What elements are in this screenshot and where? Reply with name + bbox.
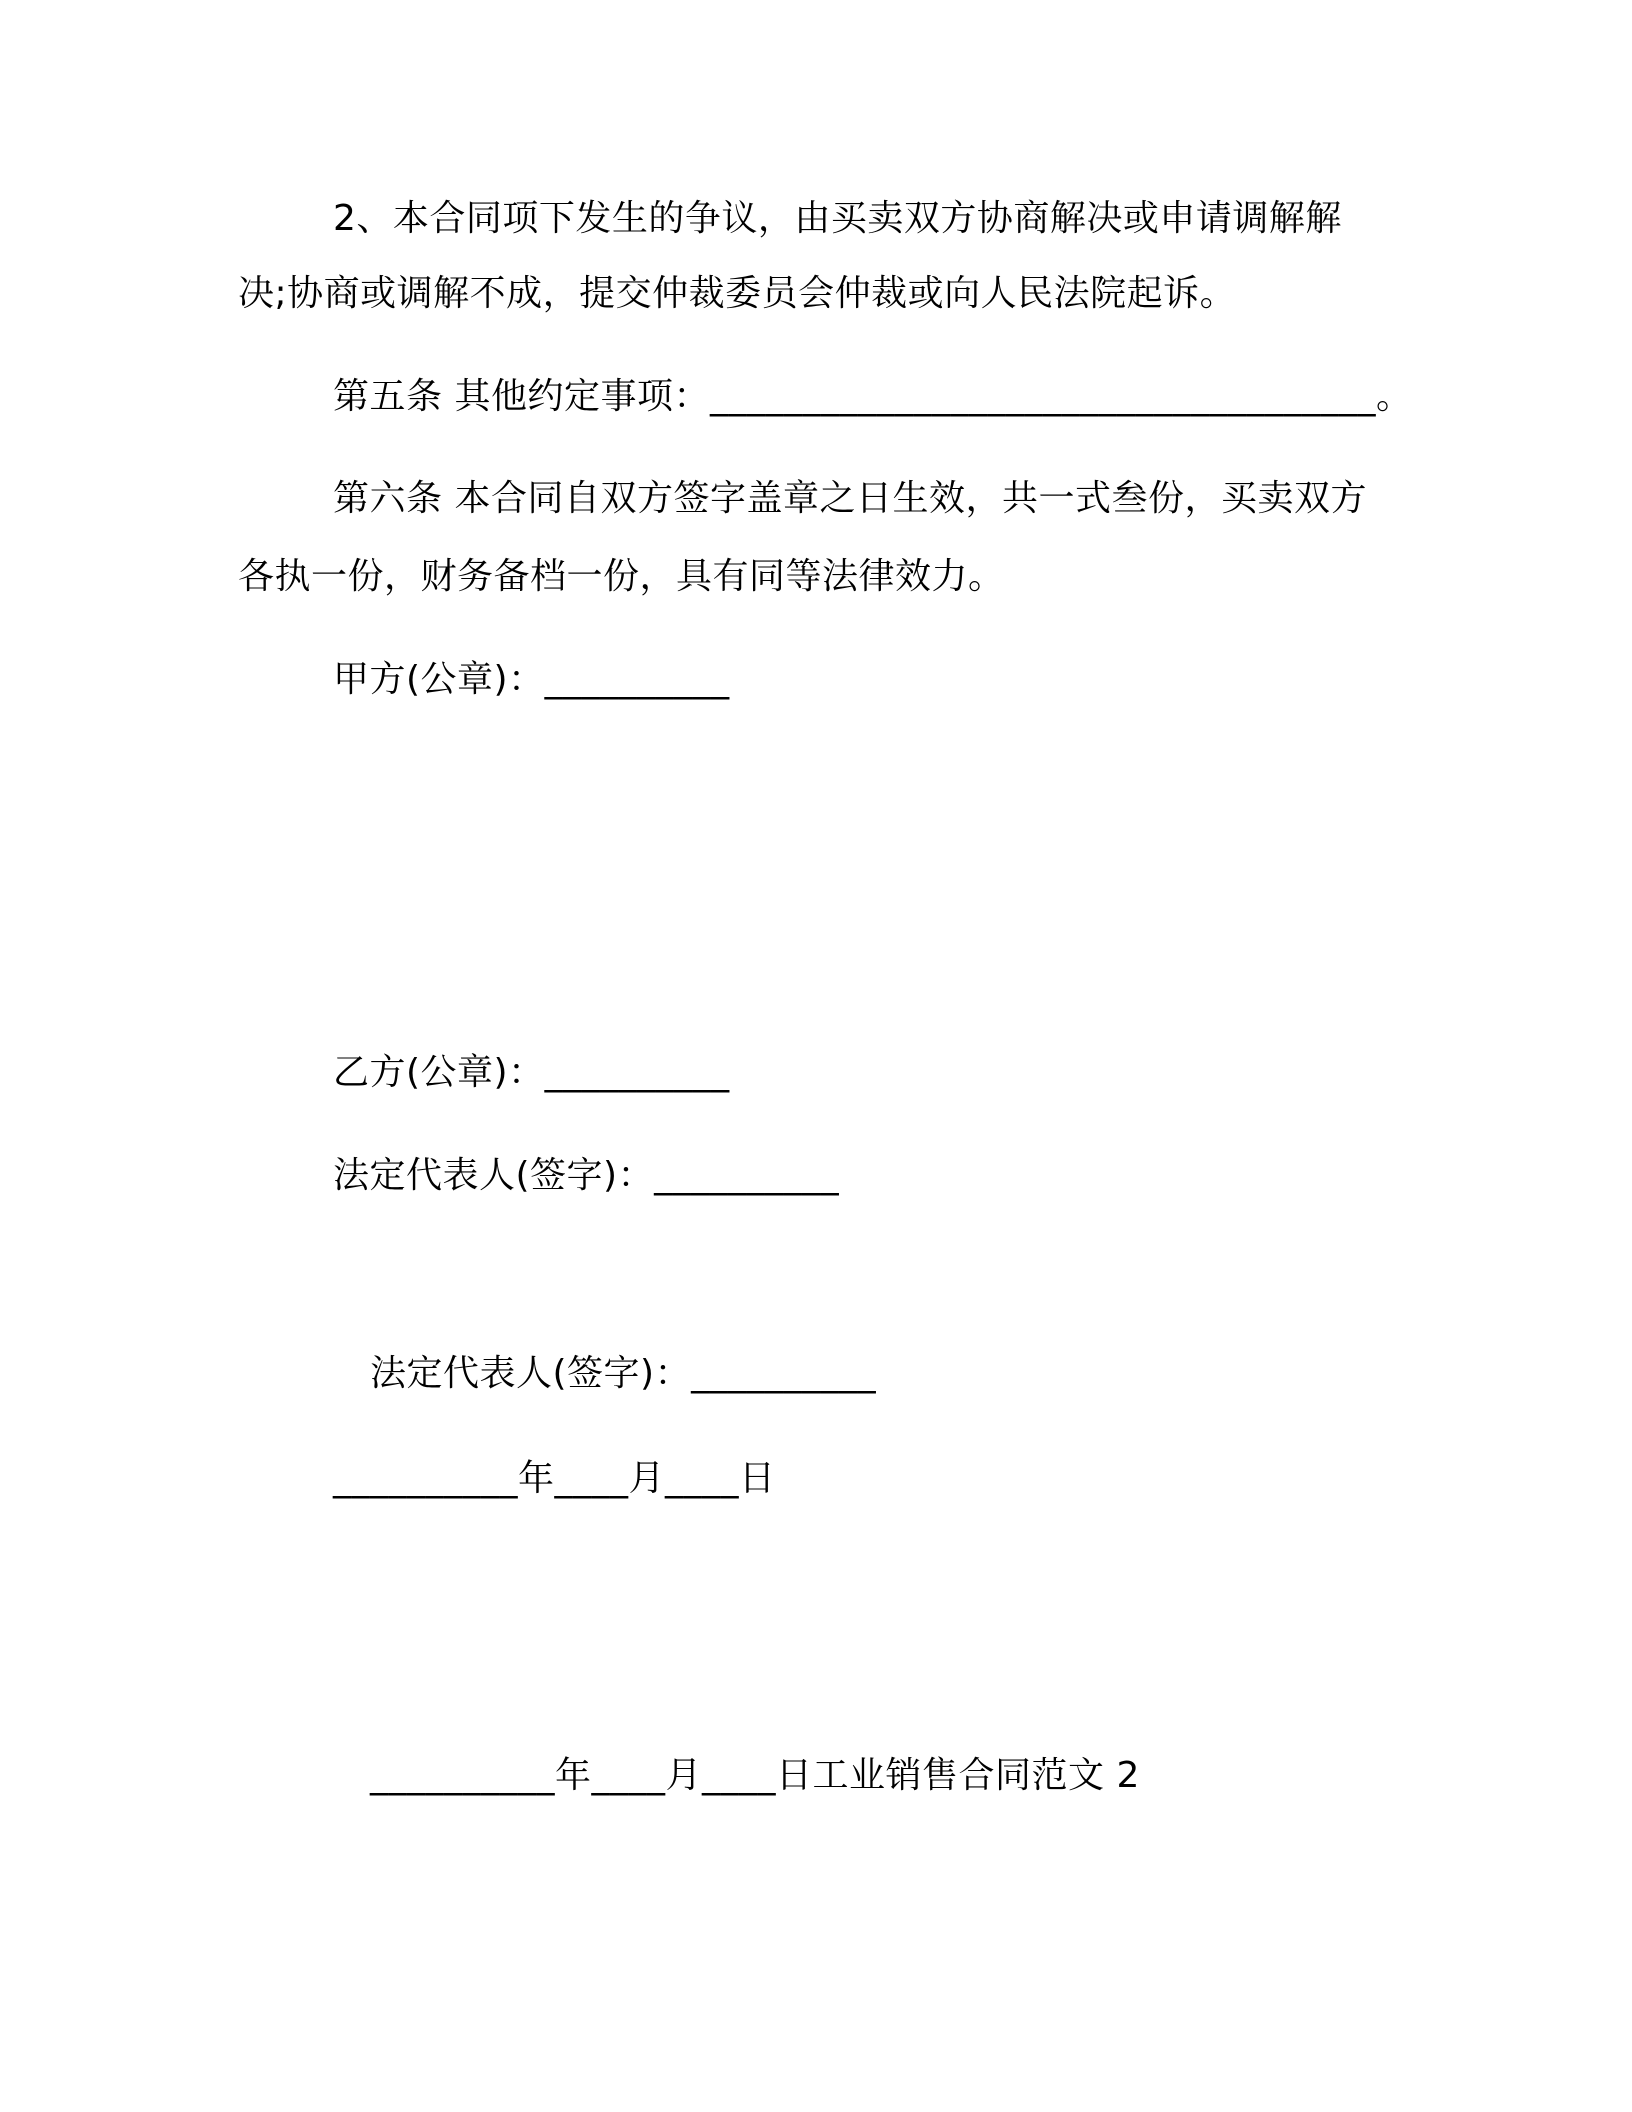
clause-6-line-2: 各执一份，财务备档一份，具有同等法律效力。 <box>238 556 1005 597</box>
legal-representative-signature-2: 法定代表人(签字)：__________ <box>370 1353 877 1394</box>
party-b-seal-field: 乙方(公章)：__________ <box>333 1052 730 1093</box>
signing-date-2-and-next-heading: __________年____月____日工业销售合同范文 2 <box>370 1755 1140 1796</box>
signing-date-1: __________年____月____日 <box>333 1458 776 1499</box>
clause-4-2-line-1: 2、本合同项下发生的争议，由买卖双方协商解决或申请调解解 <box>333 198 1342 239</box>
clause-4-2-line-2: 决;协商或调解不成，提交仲裁委员会仲裁或向人民法院起诉。 <box>238 273 1237 314</box>
clause-5-other-matters: 第五条 其他约定事项：____________________________________。 <box>333 376 1413 417</box>
clause-6-line-1: 第六条 本合同自双方签字盖章之日生效，共一式叁份，买卖双方 <box>333 478 1367 519</box>
legal-representative-signature-1: 法定代表人(签字)：__________ <box>333 1155 840 1196</box>
party-a-seal-field: 甲方(公章)：__________ <box>333 659 730 700</box>
